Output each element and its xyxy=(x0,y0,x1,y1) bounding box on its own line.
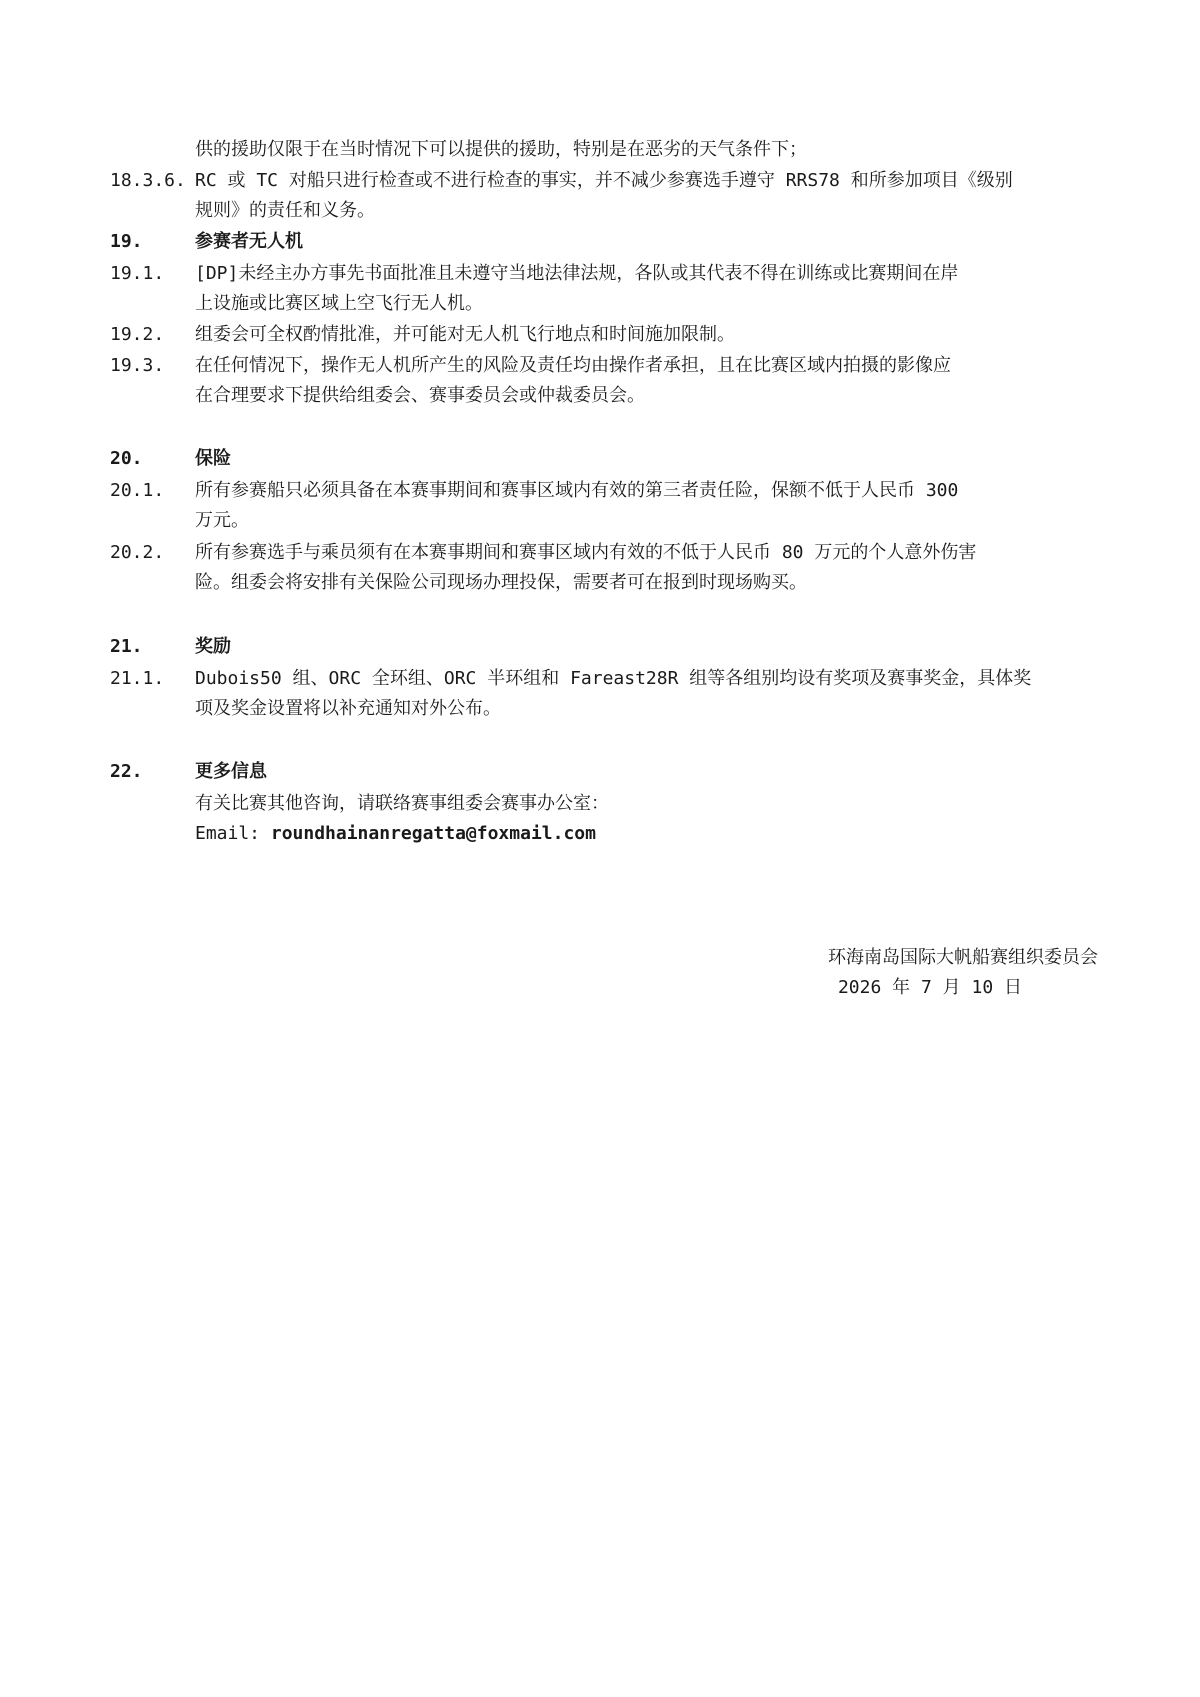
section-21-number: 21. xyxy=(110,636,143,657)
item-18-3-6-number: 18.3.6. xyxy=(110,170,186,191)
item-21-1-line1: Dubois50 组、ORC 全环组、ORC 半环组和 Fareast28R 组等各组别均设有奖项及赛事奖金，具体奖 xyxy=(195,668,1032,689)
email-label: Email: xyxy=(195,823,271,844)
s18-continuation: 供的援助仅限于在当时情况下可以提供的援助，特别是在恶劣的天气条件下； xyxy=(195,139,807,160)
item-19-1-line1: [DP]未经主办方事先书面批准且未遵守当地法律法规，各队或其代表不得在训练或比赛期间在岸 xyxy=(195,263,959,284)
item-21-1-number: 21.1. xyxy=(110,668,165,689)
item-19-1-number: 19.1. xyxy=(110,263,165,284)
signature-org: 环海南岛国际大帆船赛组织委员会 xyxy=(828,947,1098,968)
item-20-1-number: 20.1. xyxy=(110,480,165,501)
email-link[interactable]: roundhainanregatta@foxmail.com xyxy=(270,823,596,844)
item-18-3-6-line1: RC 或 TC 对船只进行检查或不进行检查的事实，并不减少参赛选手遵守 RRS78 和所参加项目《级别 xyxy=(195,170,1013,191)
item-19-3-number: 19.3. xyxy=(110,355,165,376)
section-22-title: 更多信息 xyxy=(195,761,267,782)
item-19-1-line2: 上设施或比赛区域上空飞行无人机。 xyxy=(195,293,483,314)
section-21-title: 奖励 xyxy=(195,636,231,657)
item-20-1-line1: 所有参赛船只必须具备在本赛事期间和赛事区域内有效的第三者责任险，保额不低于人民币 300 xyxy=(195,480,959,501)
item-20-2-line1: 所有参赛选手与乘员须有在本赛事期间和赛事区域内有效的不低于人民币 80 万元的个人意外伤害 xyxy=(195,542,977,563)
item-19-3-line2: 在合理要求下提供给组委会、赛事委员会或仲裁委员会。 xyxy=(195,385,645,406)
item-18-3-6-line2: 规则》的责任和义务。 xyxy=(195,200,375,221)
section-20-title: 保险 xyxy=(195,448,231,469)
item-19-2-number: 19.2. xyxy=(110,324,165,345)
item-19-2-line1: 组委会可全权酌情批准，并可能对无人机飞行地点和时间施加限制。 xyxy=(195,324,735,345)
section-19-number: 19. xyxy=(110,231,143,252)
section-22-number: 22. xyxy=(110,761,143,782)
signature-date: 2026 年 7 月 10 日 xyxy=(837,977,1023,998)
section-19-title: 参赛者无人机 xyxy=(195,231,303,252)
item-20-2-line2: 险。组委会将安排有关保险公司现场办理投保，需要者可在报到时现场购买。 xyxy=(195,572,807,593)
section-20-number: 20. xyxy=(110,448,143,469)
item-20-2-number: 20.2. xyxy=(110,542,165,563)
contact-line: 有关比赛其他咨询，请联络赛事组委会赛事办公室： xyxy=(195,793,609,814)
item-21-1-line2: 项及奖金设置将以补充通知对外公布。 xyxy=(195,698,501,719)
item-19-3-line1: 在任何情况下，操作无人机所产生的风险及责任均由操作者承担，且在比赛区域内拍摄的影像应 xyxy=(195,355,951,376)
email-line xyxy=(195,822,596,846)
item-20-1-line2: 万元。 xyxy=(195,510,249,531)
